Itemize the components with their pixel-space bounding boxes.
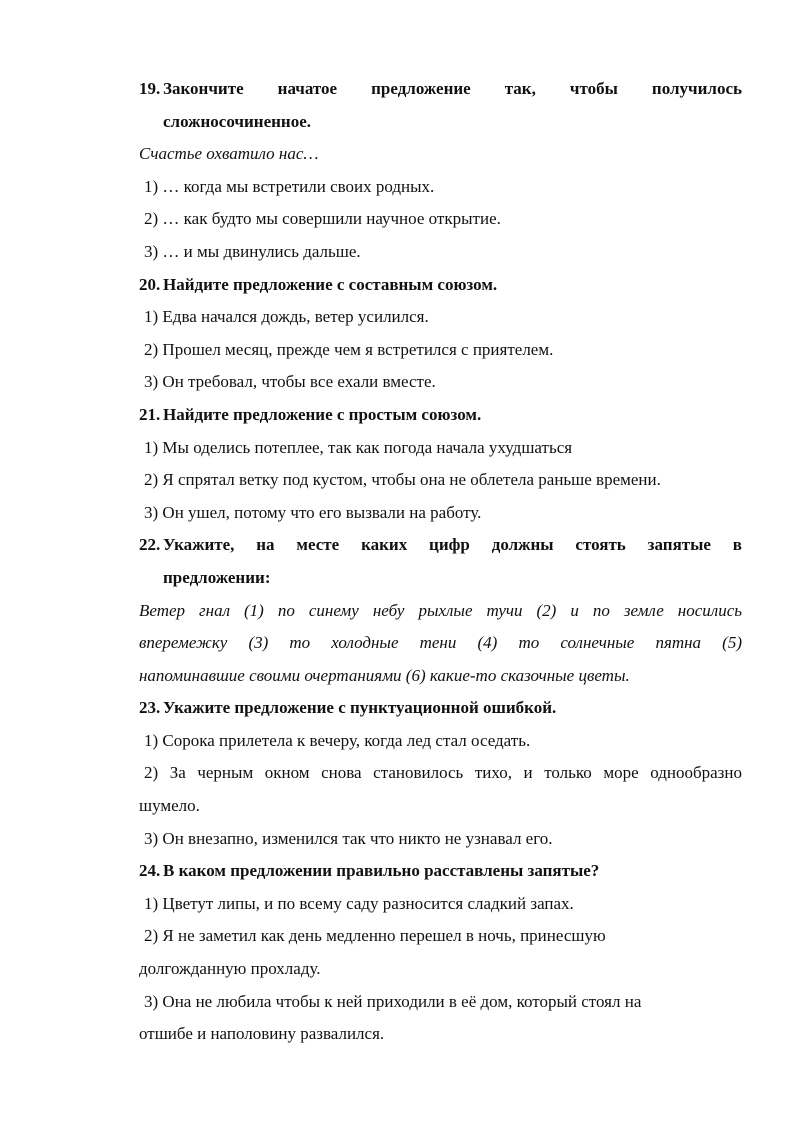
page-content xyxy=(139,73,742,1051)
question-19-prompt: Счастье охватило нас… xyxy=(139,144,319,164)
question-24-title xyxy=(139,855,742,888)
question-23-title xyxy=(139,692,742,725)
option-line-cont: долгожданную прохладу. xyxy=(139,959,321,979)
question-22-prompt-line: вперемежку (3) то холодные тени (4) то солнечные пятна (5) xyxy=(139,633,742,653)
question-19-title-cont: сложносочиненное. xyxy=(163,111,311,131)
option-line: 1) Сорока прилетела к вечеру, когда лед стал оседать. xyxy=(144,730,531,750)
question-number: 23. xyxy=(139,698,161,718)
question-22-title xyxy=(139,529,742,562)
option-line: 3) Он внезапно, изменился так что никто не узнавал его. xyxy=(144,828,553,848)
option-line: 1) … когда мы встретили своих родных. xyxy=(144,176,435,196)
question-22-prompt-line: напоминавшие своими очертаниями (6) какие-то сказочные цветы. xyxy=(139,665,630,685)
question-22-prompt-line: Ветер гнал (1) по синему небу рыхлые тучи (2) и по земле носились xyxy=(139,600,742,620)
question-title-line: Закончите начатое предложение так, чтобы получилось xyxy=(163,79,742,98)
question-21-title xyxy=(139,399,742,432)
question-number: 19. xyxy=(139,79,161,98)
question-title: Укажите предложение с пунктуационной ошибкой. xyxy=(163,698,557,718)
option-line: 2) Я не заметил как день медленно перешел в ночь, принесшую xyxy=(144,926,606,946)
option-line: 3) Она не любила чтобы к ней приходили в её дом, который стоял на xyxy=(144,991,642,1011)
question-title: Найдите предложение с составным союзом. xyxy=(163,274,498,294)
question-19-title xyxy=(139,73,742,106)
option-line: 1) Едва начался дождь, ветер усилился. xyxy=(144,307,429,327)
option-line: 1) Мы оделись потеплее, так как погода начала ухудшаться xyxy=(144,437,573,457)
option-line: 2) За черным окном снова становилось тихо, и только море однообразно xyxy=(144,763,742,783)
question-number: 24. xyxy=(139,861,161,881)
option-line: 3) Он ушел, потому что его вызвали на работу. xyxy=(144,502,482,522)
option-line: 3) Он требовал, чтобы все ехали вместе. xyxy=(144,372,436,392)
option-line: 2) … как будто мы совершили научное открытие. xyxy=(144,209,501,229)
option-line: 1) Цветут липы, и по всему саду разносится сладкий запах. xyxy=(144,893,574,913)
question-22-title-cont: предложении: xyxy=(163,567,271,587)
question-title: В каком предложении правильно расставлены запятые? xyxy=(163,861,600,881)
question-title: Найдите предложение с простым союзом. xyxy=(163,404,482,424)
option-line: 2) Я спрятал ветку под кустом, чтобы она не облетела раньше времени. xyxy=(144,470,661,490)
question-20-title xyxy=(139,269,742,302)
option-line-cont: шумело. xyxy=(139,796,200,816)
question-number: 21. xyxy=(139,404,161,424)
question-number: 20. xyxy=(139,274,161,294)
question-number: 22. xyxy=(139,535,161,555)
option-line: 2) Прошел месяц, прежде чем я встретился с приятелем. xyxy=(144,339,554,359)
option-line: 3) … и мы двинулись дальше. xyxy=(144,241,361,261)
option-line-cont: отшибе и наполовину развалился. xyxy=(139,1024,385,1044)
question-title-line: Укажите, на месте каких цифр должны стоять запятые в xyxy=(163,535,742,555)
